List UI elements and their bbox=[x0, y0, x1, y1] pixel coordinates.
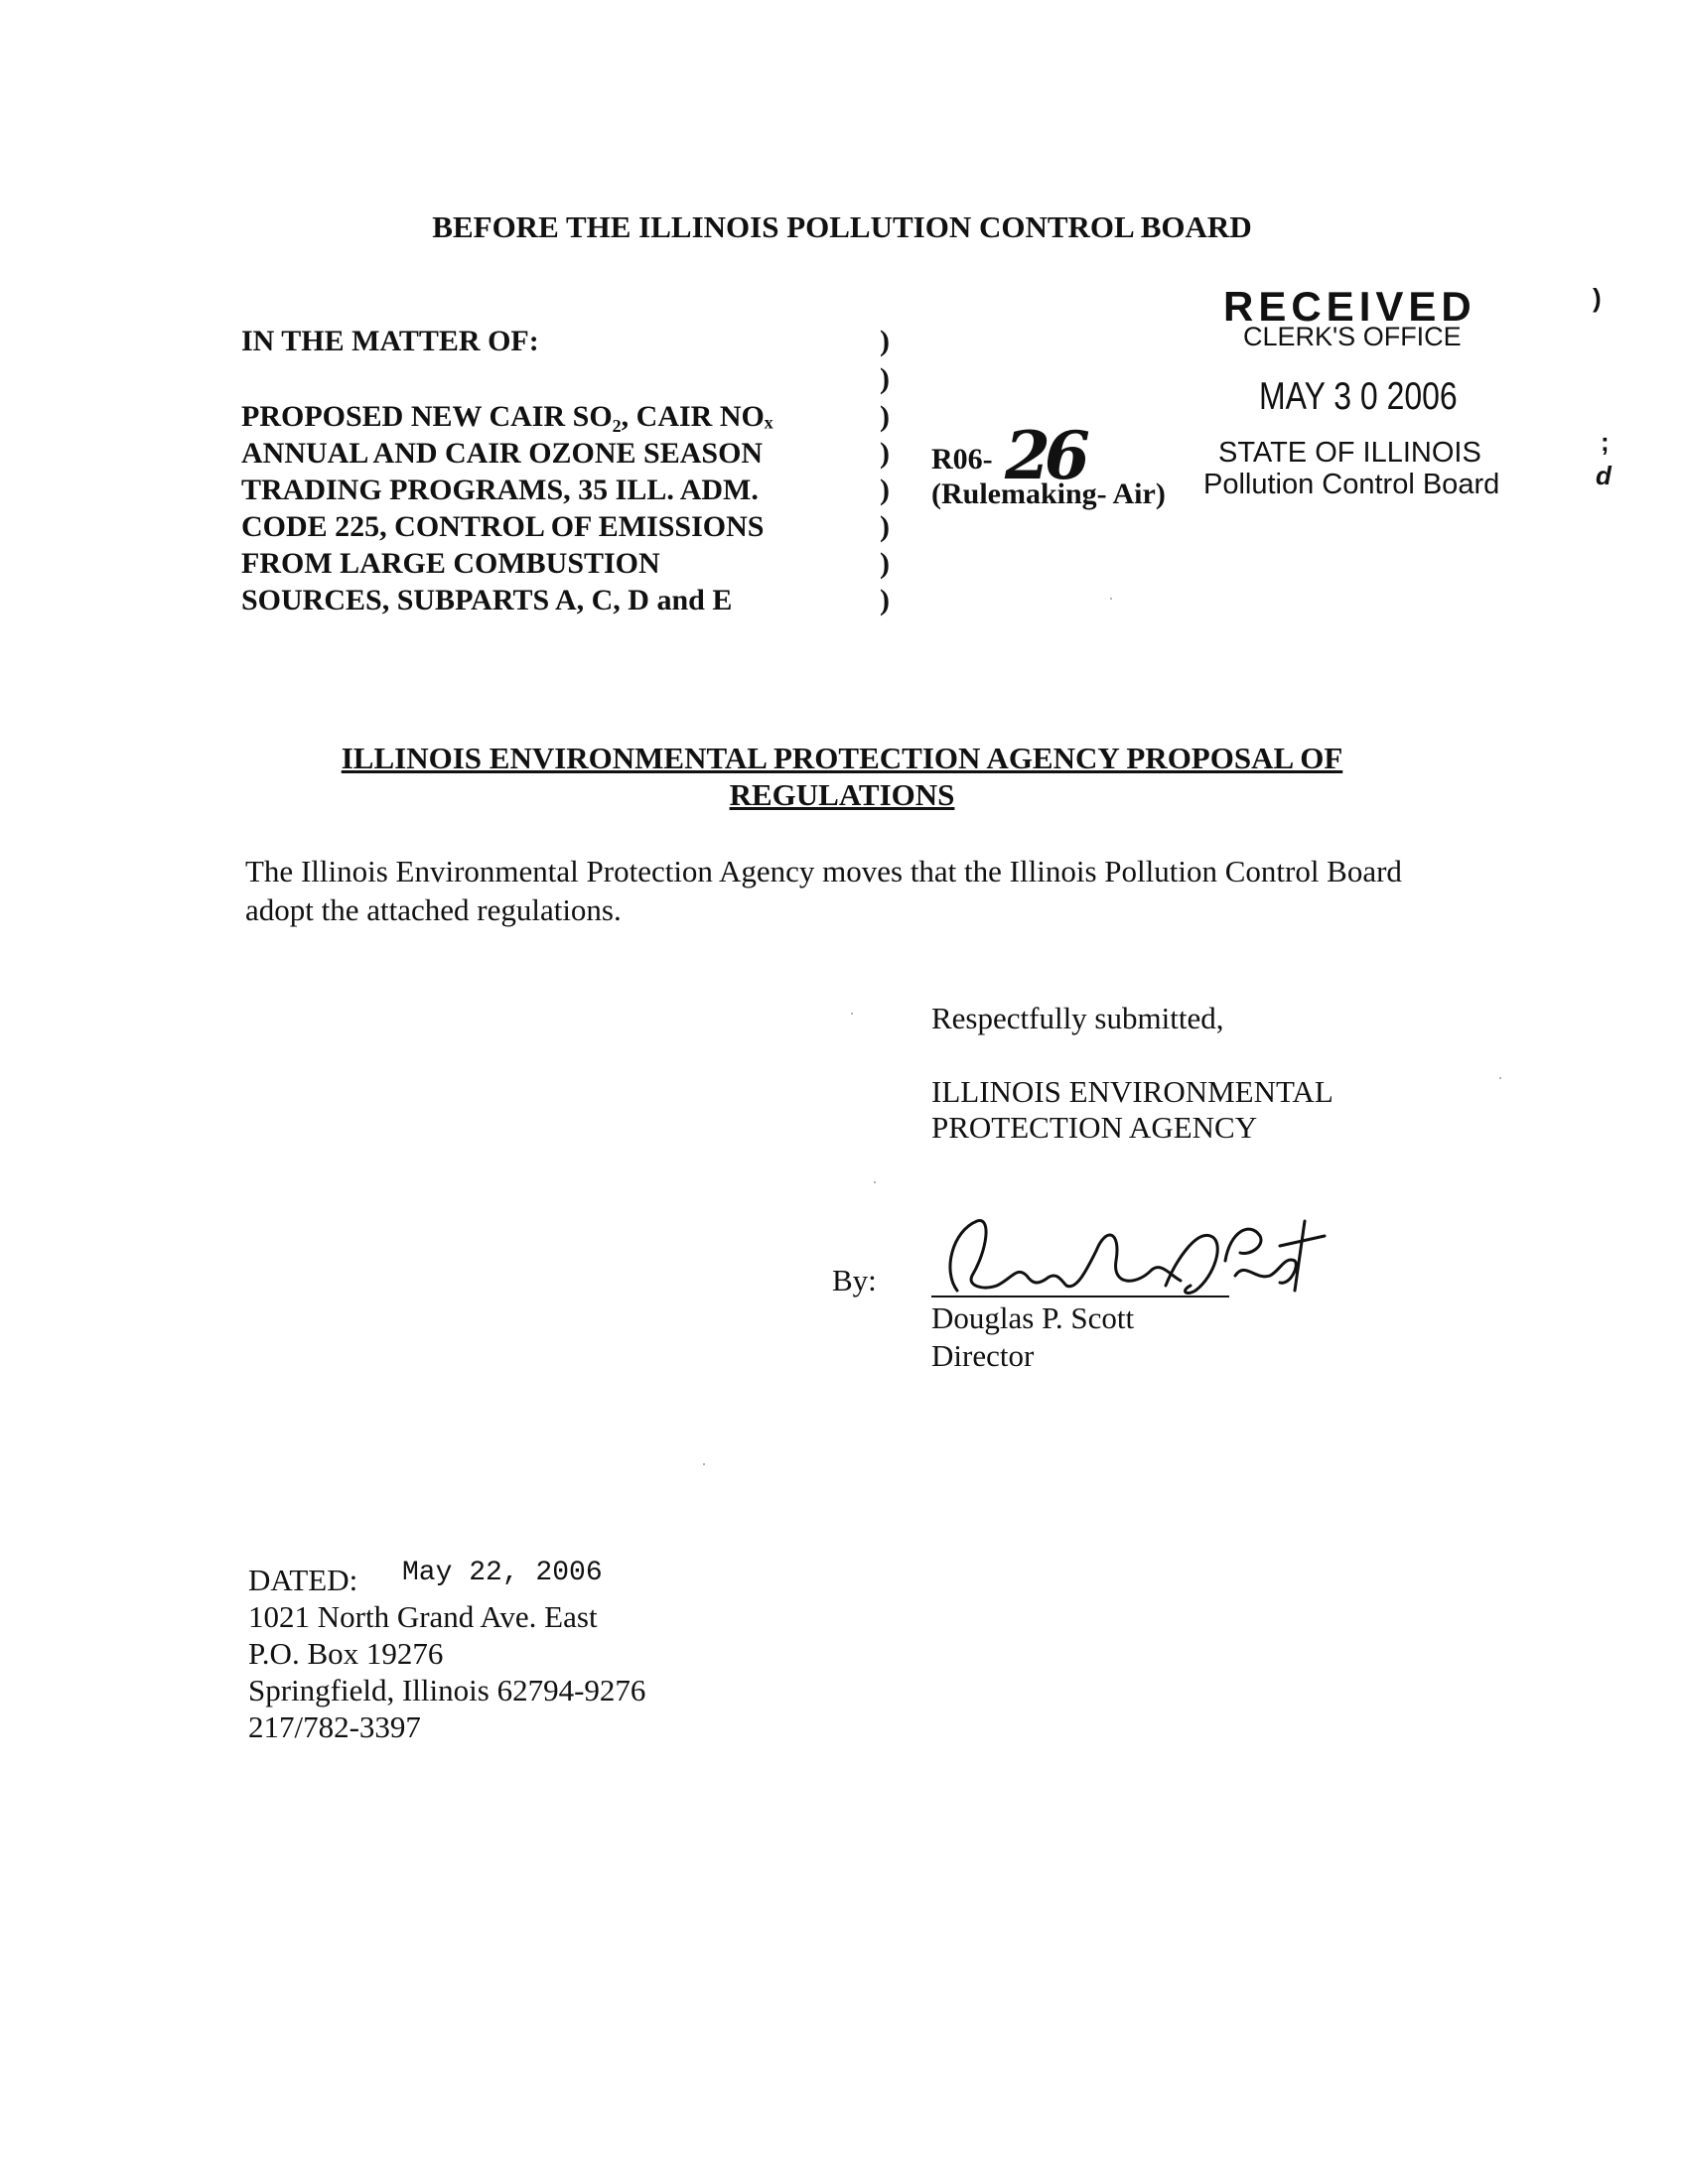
dated-label: DATED: bbox=[248, 1563, 358, 1597]
caption-paren: ) bbox=[880, 437, 890, 470]
caption-line: PROPOSED NEW CAIR SO₂, CAIR NOₓ bbox=[241, 400, 773, 433]
agency-name-line: PROTECTION AGENCY bbox=[931, 1110, 1258, 1145]
stamp-state: STATE OF ILLINOIS bbox=[1218, 437, 1481, 469]
stamp-board: Pollution Control Board bbox=[1203, 469, 1500, 500]
address-line: Springfield, Illinois 62794-9276 bbox=[248, 1673, 646, 1707]
scan-speck bbox=[874, 1181, 876, 1183]
caption-line: SOURCES, SUBPARTS A, C, D and E bbox=[241, 584, 733, 616]
caption-paren: ) bbox=[880, 362, 890, 395]
address-line: 217/782-3397 bbox=[248, 1709, 421, 1744]
edge-mark: ) bbox=[1593, 283, 1602, 313]
stamp-received: RECEIVED bbox=[1223, 283, 1476, 330]
agency-name-line: ILLINOIS ENVIRONMENTAL bbox=[931, 1074, 1333, 1109]
scan-speck bbox=[851, 1013, 853, 1015]
caption-paren: ) bbox=[880, 547, 890, 580]
motion-paragraph: The Illinois Environmental Protection Agency moves that the Illinois Pollution Control Board adopt the attached regulations. bbox=[245, 854, 1402, 927]
scan-speck bbox=[1110, 598, 1112, 600]
matter-label: IN THE MATTER OF: bbox=[241, 325, 539, 357]
caption-line: TRADING PROGRAMS, 35 ILL. ADM. bbox=[241, 474, 759, 506]
edge-mark: d bbox=[1596, 461, 1612, 490]
scan-speck bbox=[1499, 1077, 1501, 1079]
stamp-clerk-office: CLERK'S OFFICE bbox=[1243, 322, 1462, 351]
address-line: 1021 North Grand Ave. East bbox=[248, 1599, 598, 1634]
by-label: By: bbox=[832, 1263, 877, 1297]
stamp-date: MAY 3 0 2006 bbox=[1259, 375, 1458, 418]
edge-mark: ; bbox=[1601, 427, 1610, 457]
caption-paren: ) bbox=[880, 474, 890, 506]
caption-paren: ) bbox=[880, 325, 890, 357]
court-title: BEFORE THE ILLINOIS POLLUTION CONTROL BOARD bbox=[432, 209, 1252, 244]
docket-handwritten-number: 26 bbox=[1005, 417, 1084, 494]
signature-line bbox=[931, 1296, 1229, 1297]
address-line: P.O. Box 19276 bbox=[248, 1636, 444, 1671]
caption-paren: ) bbox=[880, 584, 890, 616]
caption-line: CODE 225, CONTROL OF EMISSIONS bbox=[241, 510, 765, 543]
docket-type: (Rulemaking- Air) bbox=[931, 478, 1166, 510]
signer-name: Douglas P. Scott bbox=[931, 1300, 1135, 1335]
handwritten-signature bbox=[937, 1191, 1334, 1310]
caption-paren: ) bbox=[880, 510, 890, 543]
caption-line: ANNUAL AND CAIR OZONE SEASON bbox=[241, 437, 764, 470]
scan-speck bbox=[703, 1463, 705, 1465]
caption-paren: ) bbox=[880, 400, 890, 433]
section-title: ILLINOIS ENVIRONMENTAL PROTECTION AGENCY PROPOSAL OF REGULATIONS bbox=[341, 741, 1343, 812]
caption-line: FROM LARGE COMBUSTION bbox=[241, 547, 660, 580]
signer-title: Director bbox=[931, 1338, 1035, 1373]
closing-line: Respectfully submitted, bbox=[931, 1001, 1224, 1035]
dated-value: May 22, 2006 bbox=[402, 1558, 603, 1588]
docket-prefix: R06- bbox=[931, 443, 993, 476]
